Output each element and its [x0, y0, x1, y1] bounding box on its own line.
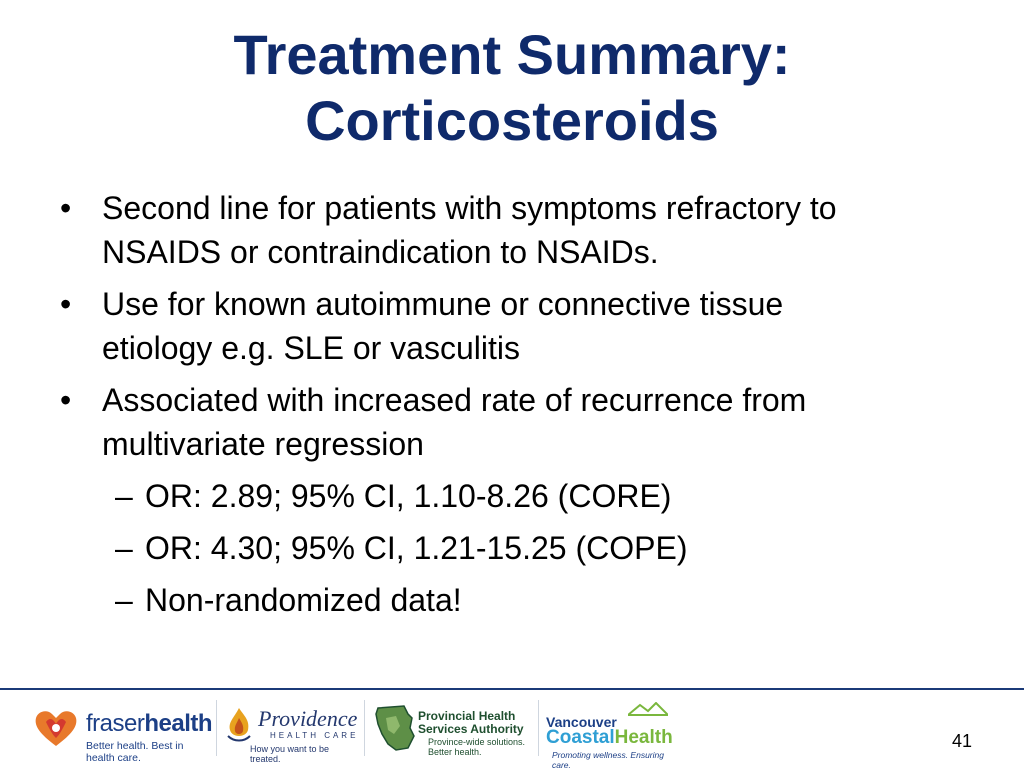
providence-wordmark: Providence	[258, 706, 358, 731]
providence-subtitle: HEALTH CARE	[270, 731, 359, 740]
page-number: 41	[951, 731, 972, 751]
phsa-wordmark: Provincial Health Services Authority	[418, 709, 524, 736]
slide-title	[0, 22, 1024, 154]
bullet-text-line: NSAIDS or contraindication to NSAIDs.	[102, 234, 659, 270]
bullet-marker: •	[60, 382, 72, 418]
vch-wordmark-coastal: Coastal	[546, 727, 615, 748]
fraser-health-wordmark	[86, 710, 212, 738]
sub-bullet-text: OR: 2.89; 95% CI, 1.10-8.26 (CORE)	[145, 478, 672, 514]
providence-tagline: How you want to be treated.	[250, 744, 330, 764]
vch-tagline: Promoting wellness. Ensuring care.	[552, 750, 664, 770]
sub-bullet-item	[60, 526, 980, 570]
vch-mountain-icon	[628, 702, 668, 716]
bullet-marker: •	[60, 190, 72, 226]
bullet-text-line: Associated with increased rate of recurrence from	[102, 382, 807, 418]
bullet-text-line: multivariate regression	[102, 426, 424, 462]
phsa-logo	[374, 704, 534, 757]
logo-separator	[364, 700, 365, 756]
fraser-health-heart-icon	[32, 708, 80, 748]
bullet-item	[60, 378, 980, 466]
fraser-health-logo	[32, 704, 213, 764]
vch-wordmark-line-1: Vancouver	[546, 714, 617, 730]
fraser-health-wordmark-bold: health	[144, 710, 213, 737]
slide-body	[60, 186, 980, 630]
fraser-health-wordmark-light: fraser	[86, 710, 145, 737]
bc-map-icon	[374, 704, 416, 752]
bullet-text-line: etiology e.g. SLE or vasculitis	[102, 330, 520, 366]
footer-logo-bar	[0, 690, 1024, 768]
providence-flame-icon	[222, 706, 256, 746]
sub-bullet-marker: –	[115, 530, 133, 566]
logo-separator	[216, 700, 217, 756]
bullet-text-line: Use for known autoimmune or connective tissue	[102, 286, 784, 322]
slide-title-line-2: Corticosteroids	[305, 89, 719, 152]
sub-bullet-item	[60, 578, 980, 622]
sub-bullet-item	[60, 474, 980, 518]
sub-bullet-text: Non-randomized data!	[145, 582, 462, 618]
sub-bullet-marker: –	[115, 582, 133, 618]
providence-logo	[222, 704, 362, 764]
fraser-health-tagline: Better health. Best in health care.	[86, 740, 184, 764]
vch-wordmark-line-2	[546, 727, 673, 749]
phsa-tagline: Province-wide solutions. Better health.	[428, 737, 526, 757]
sub-bullet-marker: –	[115, 478, 133, 514]
logo-separator	[538, 700, 539, 756]
slide-title-line-1: Treatment Summary:	[233, 23, 791, 86]
bullet-text-line: Second line for patients with symptoms refractory to	[102, 190, 837, 226]
bullet-marker: •	[60, 286, 72, 322]
vch-logo	[546, 704, 678, 770]
bullet-item	[60, 186, 980, 274]
bullet-item	[60, 282, 980, 370]
sub-bullet-text: OR: 4.30; 95% CI, 1.21-15.25 (COPE)	[145, 530, 688, 566]
vch-wordmark-health: Health	[614, 727, 673, 748]
